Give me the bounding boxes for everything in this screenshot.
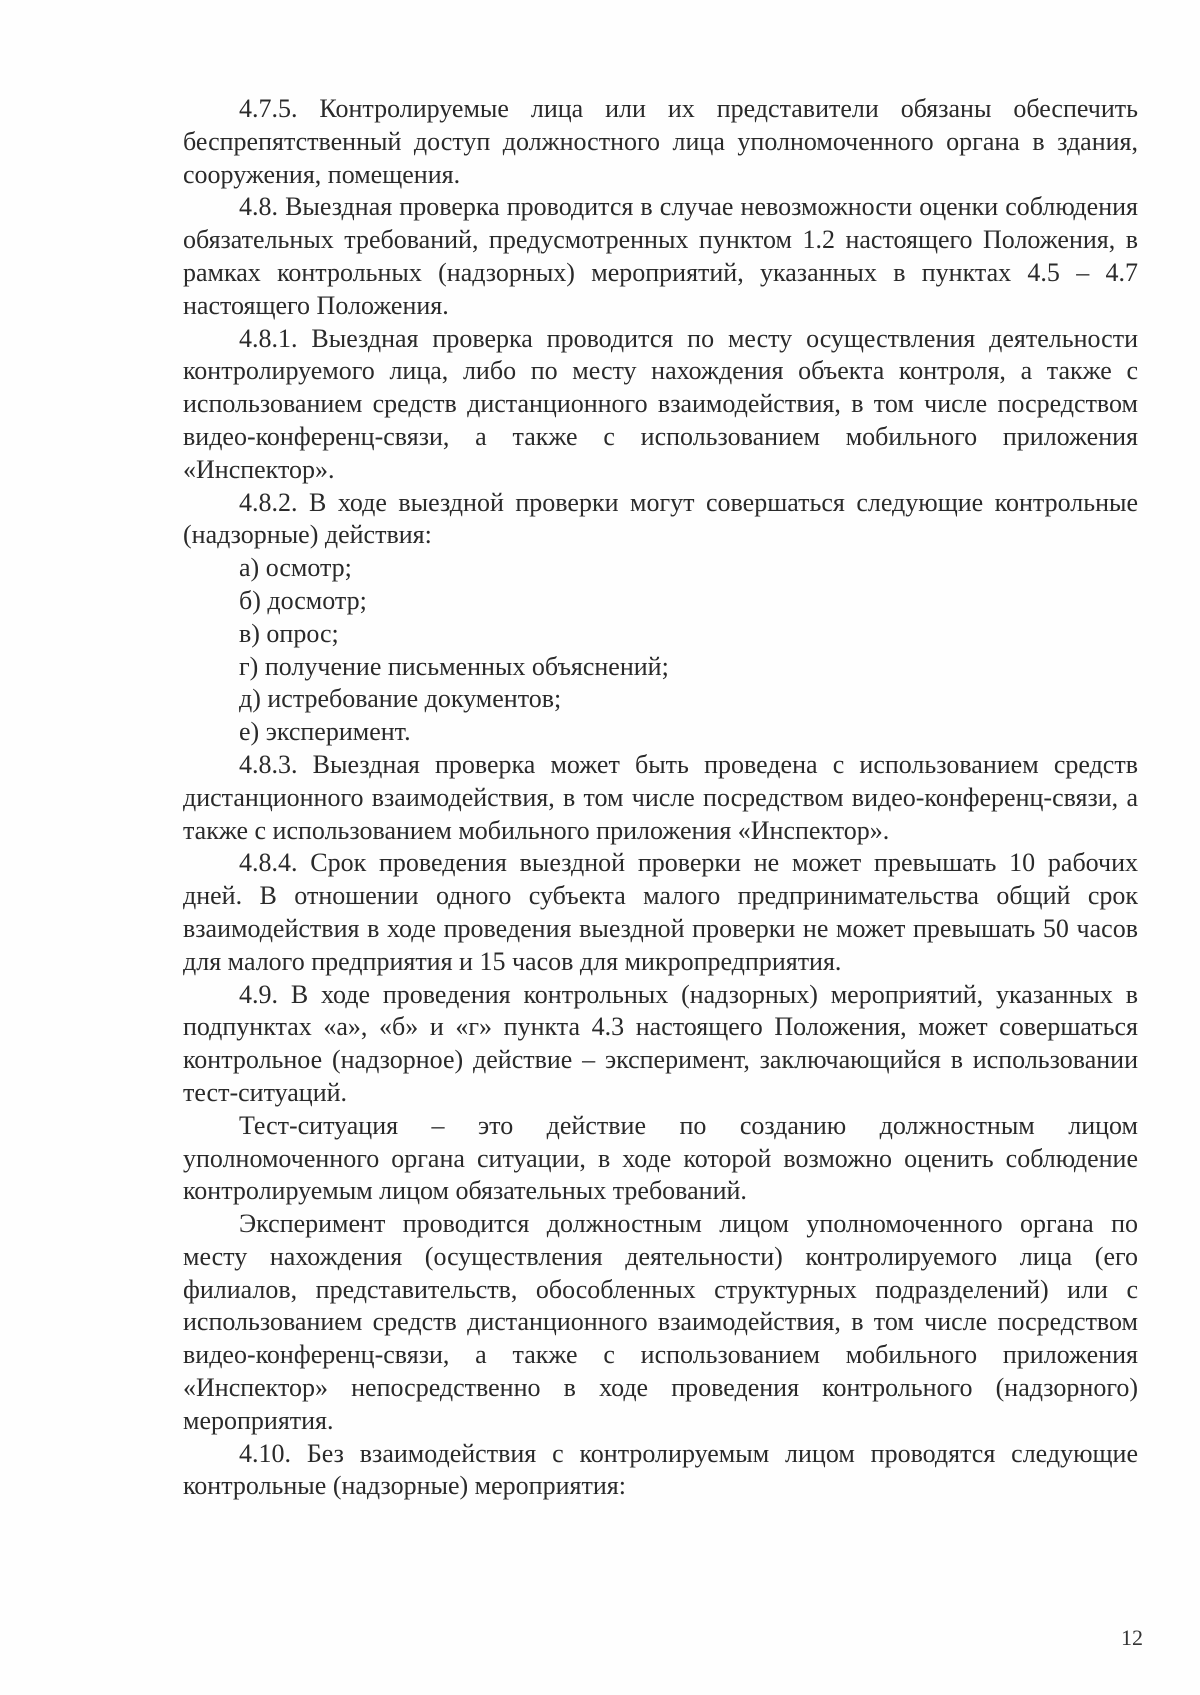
list-item-g: г) получение письменных объяснений; (239, 651, 669, 681)
document-body (183, 93, 1138, 1503)
list-item-a: а) осмотр; (239, 553, 352, 583)
paragraph-4-8-4: 4.8.4. Срок проведения выездной проверки не может превышать 10 рабочих дней. В отношении одного субъекта малого предпринимательства общий срок взаимодействия в ходе проведения выездной проверки не может превышать 50 часов для малого предприятия и 15 часов для микропредприятия. (183, 848, 1138, 976)
paragraph-experiment: Эксперимент проводится должностным лицом уполномоченного органа по месту нахождения (осуществления деятельности) контролируемого лица (его филиалов, представительств, обособленных структурных подразделений) или с использованием средств дистанционного взаимодействия, в том числе посредством видео-конференц-связи, а также с использованием мобильного приложения «Инспектор» непосредственно в ходе проведения контрольного (надзорного) мероприятия. (183, 1209, 1138, 1435)
paragraph-4-8-2: 4.8.2. В ходе выездной проверки могут совершаться следующие контрольные (надзорные) действия: (183, 487, 1138, 550)
list-item-v: в) опрос; (239, 618, 339, 648)
paragraph-test-situation: Тест-ситуация – это действие по созданию должностным лицом уполномоченного органа ситуации, в ходе которой возможно оценить соблюдение контролируемым лицом обязательных требований. (183, 1110, 1138, 1206)
paragraph-4-8-1: 4.8.1. Выездная проверка проводится по месту осуществления деятельности контролируемого лица, либо по месту нахождения объекта контроля, а также с использованием средств дистанционного взаимодействия, в том числе посредством видео-конференц-связи, а также с использованием мобильного приложения «Инспектор». (183, 323, 1138, 484)
paragraph-4-8-3: 4.8.3. Выездная проверка может быть проведена с использованием средств дистанционного взаимодействия, в том числе посредством видео-конференц-связи, а также с использованием мобильного приложения «Инспектор». (183, 749, 1138, 845)
paragraph-4-7-5: 4.7.5. Контролируемые лица или их представители обязаны обеспечить беспрепятственный доступ должностного лица уполномоченного органа в здания, сооружения, помещения. (183, 94, 1138, 189)
page-number: 12 (1121, 1625, 1143, 1650)
paragraph-4-8: 4.8. Выездная проверка проводится в случае невозможности оценки соблюдения обязательных требований, предусмотренных пунктом 1.2 настоящего Положения, в рамках контрольных (надзорных) мероприятий, указанных в пунктах 4.5 – 4.7 настоящего Положения. (183, 192, 1138, 320)
list-item-e: е) эксперимент. (239, 717, 411, 747)
list-item-b: б) досмотр; (239, 585, 367, 615)
list-item-d: д) истребование документов; (239, 684, 562, 714)
paragraph-4-9: 4.9. В ходе проведения контрольных (надзорных) мероприятий, указанных в подпунктах «а», «б» и «г» пункта 4.3 настоящего Положения, может совершаться контрольное (надзорное) действие – эксперимент, заключающийся в использовании тест-ситуаций. (183, 979, 1138, 1107)
paragraph-4-10: 4.10. Без взаимодействия с контролируемым лицом проводятся следующие контрольные (надзорные) мероприятия: (183, 1438, 1138, 1501)
